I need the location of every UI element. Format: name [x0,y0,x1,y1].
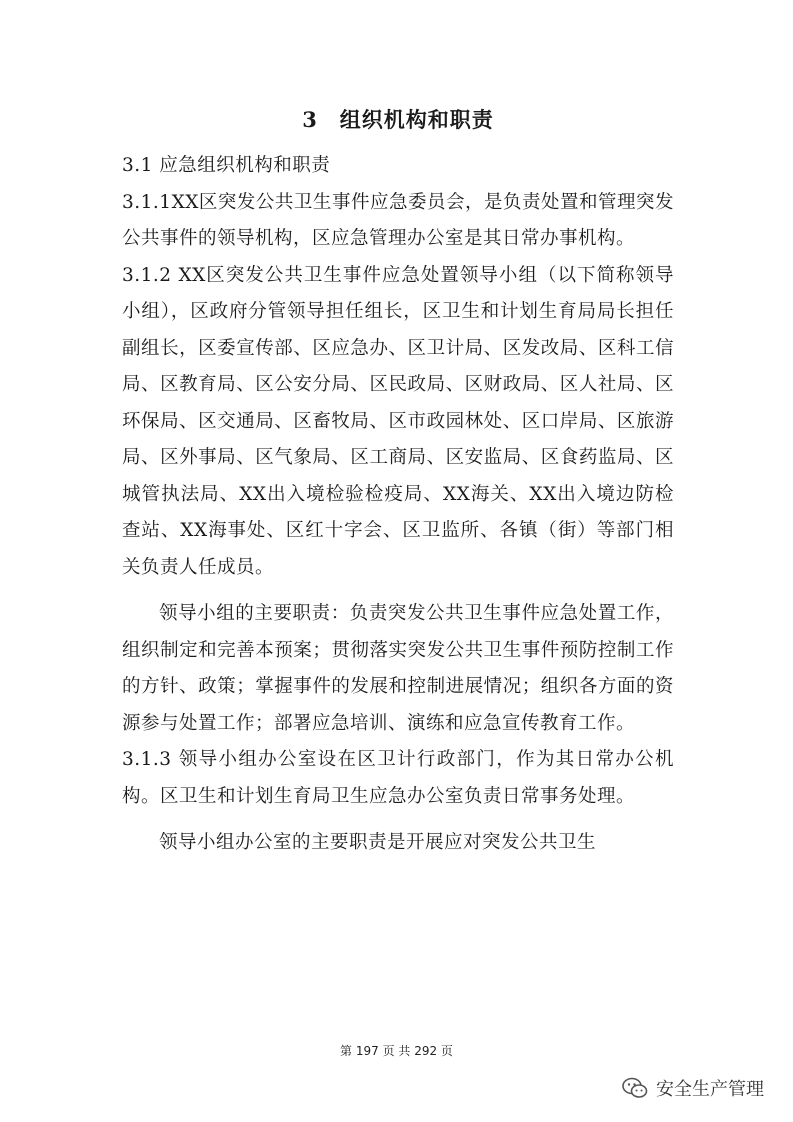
section-heading: 3.1 应急组织机构和职责 [122,155,331,176]
paragraph-3-1-3: 3.1.3 领导小组办公室设在区卫计行政部门，作为其日常办公机构。区卫生和计划生育局卫生应急办公室负责日常事务处理。 [122,749,674,807]
chapter-title: 3 组织机构和职责 [302,107,494,132]
brand-name: 安全生产管理 [656,1079,764,1100]
page-footer: 第 197 页 共 292 页 [340,1044,453,1058]
paragraph-leader-duties: 领导小组的主要职责：负责突发公共卫生事件应急处置工作，组织制定和完善本预案；贯彻落实突发公共卫生事件预防控制工作的方针、政策；掌握事件的发展和控制进展情况；组织各方面的资源参与处置工作；部署应急培训、演练和应急宣传教育工作。 [122,603,674,734]
document-body [122,100,674,862]
paragraph-3-1-2: 3.1.2 XX区突发公共卫生事件应急处置领导小组（以下简称领导小组），区政府分管领导担任组长，区卫生和计划生育局局长担任副组长，区委宣传部、区应急办、区卫计局、区发改局、区科工信局、区教育局、区公安分局、区民政局、区财政局、区人社局、区环保局、区交通局、区畜牧局、区市政园林处、区口岸局、区旅游局、区外事局、区气象局、区工商局、区安监局、区食药监局、区城管执法局、XX出入境检验检疫局、XX海关、XX出入境边防检查站、XX海事处、区红十字会、区卫监所、各镇（街）等部门相关负责人任成员。 [122,264,674,578]
paragraph-office-duties: 领导小组办公室的主要职责是开展应对突发公共卫生 [159,832,597,853]
paragraph-3-1-1: 3.1.1XX区突发公共卫生事件应急委员会，是负责处置和管理突发公共事件的领导机构，区应急管理办公室是其日常办事机构。 [122,191,674,249]
brand-watermark [622,1072,764,1104]
wechat-icon [622,1077,648,1099]
